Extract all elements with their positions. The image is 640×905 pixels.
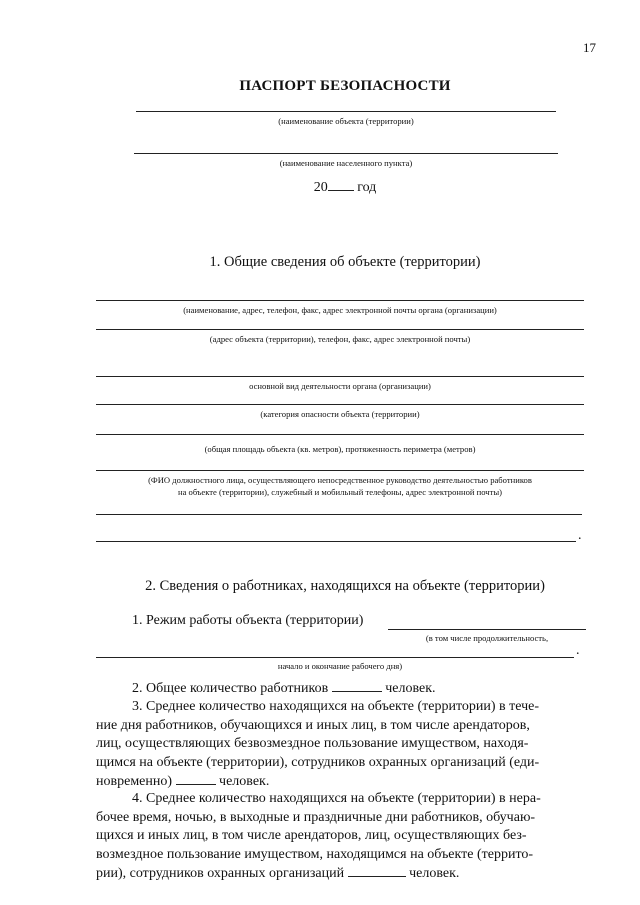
item3-label-end: новременно) bbox=[96, 774, 173, 789]
official-line bbox=[96, 470, 584, 471]
item3-blank bbox=[176, 773, 216, 785]
activity-caption: основной вид деятельности органа (организации) bbox=[249, 381, 431, 391]
official-caption-2: на объекте (территории), служебный и мобильный телефоны, адрес электронной почты) bbox=[177, 487, 503, 497]
work-hours-dot: . bbox=[576, 643, 580, 658]
item3-line-3: лиц, осуществляющих безвозмездное пользование имуществом, находя- bbox=[96, 736, 529, 751]
hazard-category-caption: (категория опасности объекта (территории) bbox=[260, 409, 420, 419]
page-number: 17 bbox=[583, 40, 596, 55]
section1-heading: 1. Общие сведения об объекте (территории) bbox=[209, 254, 481, 270]
activity-line bbox=[96, 376, 584, 377]
employee-count-label: 2. Общее количество работников bbox=[132, 681, 329, 696]
work-hours-line-2 bbox=[96, 657, 574, 658]
item4-line-5 bbox=[96, 865, 459, 882]
year-suffix: год bbox=[357, 180, 377, 195]
employee-count-line bbox=[132, 680, 436, 697]
work-hours-caption-2: начало и окончание рабочего дня) bbox=[277, 661, 403, 671]
item3-unit: человек. bbox=[219, 774, 270, 789]
org-info-caption: (наименование, адрес, телефон, факс, адрес электронной почты органа (организации) bbox=[183, 305, 497, 315]
extra-line-2 bbox=[96, 541, 576, 542]
year-line bbox=[0, 179, 640, 196]
year-blank bbox=[328, 179, 354, 191]
item3-line-5 bbox=[96, 773, 269, 790]
work-hours-line bbox=[388, 629, 586, 630]
extra-line-dot: . bbox=[578, 528, 582, 543]
object-name-line bbox=[136, 111, 556, 112]
work-hours-caption-1: (в том числе продолжительность, bbox=[425, 633, 549, 643]
section2-heading: 2. Сведения о работниках, находящихся на объекте (территории) bbox=[145, 578, 545, 594]
employee-count-blank bbox=[332, 680, 382, 692]
page-title: ПАСПОРТ БЕЗОПАСНОСТИ bbox=[239, 78, 451, 94]
item3-line-2: ние дня работников, обучающихся и иных лиц, в том числе арендаторов, bbox=[96, 718, 530, 733]
item4-line-4: возмездное пользование имуществом, находящимся на объекте (террито- bbox=[96, 847, 534, 862]
settlement-caption: (наименование населенного пункта) bbox=[279, 158, 413, 168]
item4-line-1: 4. Среднее количество находящихся на объекте (территории) в нера- bbox=[132, 791, 541, 806]
item3-line-1: 3. Среднее количество находящихся на объекте (территории) в тече- bbox=[132, 699, 540, 714]
work-hours-label: 1. Режим работы объекта (территории) bbox=[132, 613, 364, 628]
item4-line-3: щихся и иных лиц, в том числе арендаторов, лиц, осуществляющих без- bbox=[96, 828, 527, 843]
area-line bbox=[96, 434, 584, 435]
object-address-line bbox=[96, 329, 584, 330]
employee-count-unit: человек. bbox=[385, 681, 436, 696]
official-caption-1: (ФИО должностного лица, осуществляющего непосредственное руководство деятельностью работников bbox=[148, 475, 532, 485]
item4-unit: человек. bbox=[409, 866, 460, 881]
item4-label-end: рии), сотрудников охранных организаций bbox=[96, 866, 345, 881]
object-name-caption: (наименование объекта (территории) bbox=[278, 116, 414, 126]
extra-line-1 bbox=[96, 514, 582, 515]
settlement-line bbox=[134, 153, 558, 154]
object-address-caption: (адрес объекта (территории), телефон, факс, адрес электронной почты) bbox=[209, 334, 471, 344]
hazard-category-line bbox=[96, 404, 584, 405]
item4-line-2: бочее время, ночью, в выходные и праздничные дни работников, обучаю- bbox=[96, 810, 536, 825]
area-caption: (общая площадь объекта (кв. метров), протяженность периметра (метров) bbox=[204, 444, 476, 454]
year-prefix: 20 bbox=[313, 180, 328, 195]
item4-blank bbox=[348, 865, 406, 877]
item3-line-4: щимся на объекте (территории), сотрудников охранных организаций (еди- bbox=[96, 755, 540, 770]
org-info-line bbox=[96, 300, 584, 301]
